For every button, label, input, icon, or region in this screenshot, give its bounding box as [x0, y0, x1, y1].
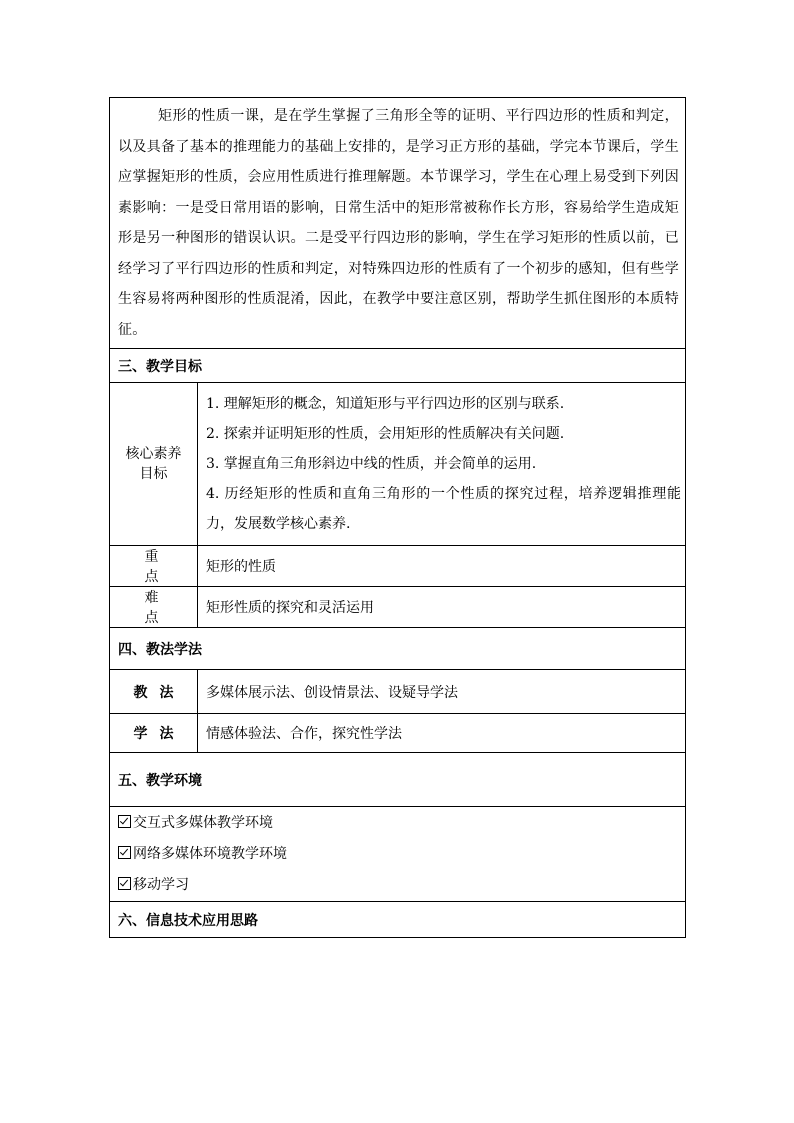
objectives-header-row — [110, 349, 686, 383]
checked-box-icon — [118, 846, 131, 859]
teaching-method-label: 教法 — [110, 670, 198, 714]
environment-row — [110, 807, 686, 902]
environment-item — [118, 808, 685, 839]
core-objectives-label — [110, 383, 198, 546]
intro-paragraph: 矩形的性质一课，是在学生掌握了三角形全等的证明、平行四边形的性质和判定，以及具备了基本的推理能力的基础上安排的，是学习正方形的基础，学完本节课后，学生应掌握矩形的性质，会应用性质进行推理解题。本节课学习，学生在心理上易受到下列因素影响：一是受日常用语的影响，日常生活中的矩形常被称作长方形，容易给学生造成矩形是另一种图形的错误认识。二是受平行四边形的影响，学生在学习矩形的性质以前，已经学习了平行四边形的性质和判定，对特殊四边形的性质有了一个初步的感知，但有些学生容易将两种图形的性质混淆，因此，在教学中要注意区别，帮助学生抓住图形的本质特征。 — [110, 98, 686, 349]
environment-list — [110, 807, 686, 902]
key-point-label: 重点 — [110, 546, 198, 587]
core-objectives-row — [110, 383, 686, 546]
environment-item — [118, 839, 685, 870]
objective-item: 3. 掌握直角三角形斜边中线的性质，并会简单的运用. — [206, 456, 537, 472]
difficulty-row — [110, 587, 686, 628]
teaching-method-value: 多媒体展示法、创设情景法、设疑导学法 — [198, 670, 686, 714]
environment-item-label: 移动学习 — [133, 876, 189, 893]
environment-item-label: 网络多媒体环境教学环境 — [133, 845, 287, 862]
section-heading-environment: 五、教学环境 — [110, 753, 686, 807]
checked-box-icon — [118, 815, 131, 828]
section-heading-it-ideas: 六、信息技术应用思路 — [110, 902, 686, 938]
section-heading-objectives: 三、教学目标 — [110, 349, 686, 383]
learning-method-row — [110, 714, 686, 753]
difficulty-label: 难点 — [110, 587, 198, 628]
core-objectives-label-text: 核心素养目标 — [125, 446, 182, 482]
environment-header-row — [110, 753, 686, 807]
difficulty-value: 矩形性质的探究和灵活运用 — [198, 587, 686, 628]
learning-method-value: 情感体验法、合作，探究性学法 — [198, 714, 686, 753]
methods-header-row — [110, 628, 686, 670]
objective-item: 4. 历经矩形的性质和直角三角形的一个性质的探究过程，培养逻辑推理能力，发展数学核心素养. — [206, 486, 681, 532]
lesson-plan-table — [109, 97, 686, 938]
environment-item — [118, 870, 685, 901]
checked-box-icon — [118, 877, 131, 890]
key-point-value: 矩形的性质 — [198, 546, 686, 587]
environment-item-label: 交互式多媒体教学环境 — [133, 814, 273, 831]
objective-item: 1. 理解矩形的概念，知道矩形与平行四边形的区别与联系. — [206, 396, 565, 412]
it-ideas-header-row — [110, 902, 686, 938]
section-heading-methods: 四、教法学法 — [110, 628, 686, 670]
objective-item: 2. 探索并证明矩形的性质，会用矩形的性质解决有关问题. — [206, 426, 565, 442]
intro-row — [110, 98, 686, 349]
lesson-plan-document — [109, 97, 685, 938]
key-point-row — [110, 546, 686, 587]
learning-method-label: 学法 — [110, 714, 198, 753]
teaching-method-row — [110, 670, 686, 714]
objectives-list — [198, 383, 686, 546]
